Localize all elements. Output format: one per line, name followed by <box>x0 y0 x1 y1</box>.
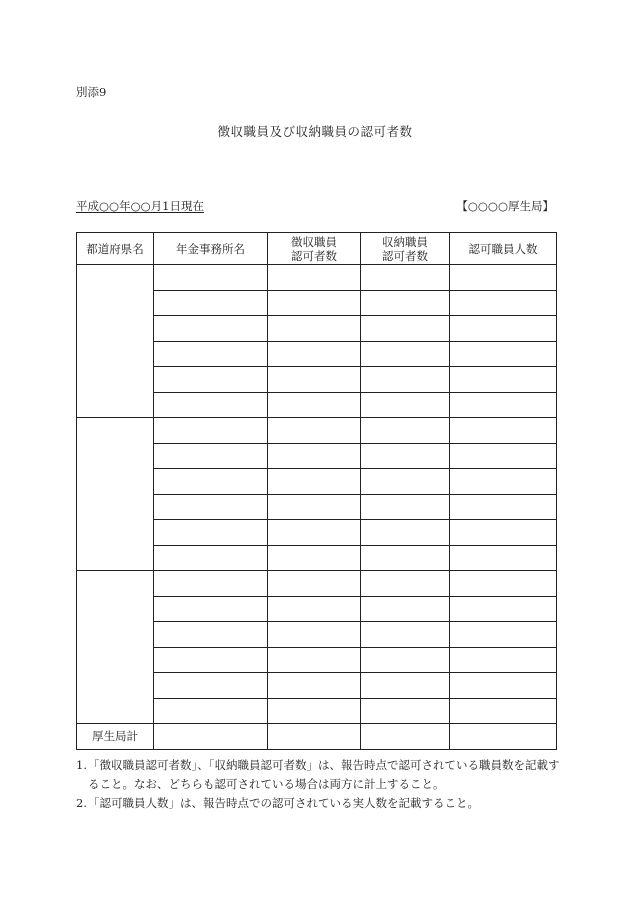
table-cell <box>450 673 557 699</box>
table-cell <box>361 418 450 444</box>
table-cell <box>268 418 361 444</box>
table-cell <box>450 545 557 571</box>
table-cell <box>154 698 268 724</box>
header-pension-office: 年金事務所名 <box>154 233 268 265</box>
table-cell <box>154 545 268 571</box>
total-cell <box>361 724 450 750</box>
table-cell <box>450 290 557 316</box>
table-cell <box>450 316 557 342</box>
table-cell <box>361 520 450 546</box>
table-cell <box>450 698 557 724</box>
table-cell <box>450 596 557 622</box>
table-cell <box>268 341 361 367</box>
table-cell <box>268 520 361 546</box>
table-cell <box>361 622 450 648</box>
table-cell <box>450 443 557 469</box>
note-number: 2. <box>76 796 87 810</box>
table-cell <box>154 418 268 444</box>
table-cell <box>450 494 557 520</box>
header-prefecture: 都道府県名 <box>77 233 154 265</box>
table-cell <box>268 443 361 469</box>
table-cell <box>268 571 361 597</box>
total-label: 厚生局計 <box>77 724 154 750</box>
table-cell <box>361 443 450 469</box>
table-cell <box>268 673 361 699</box>
table-cell <box>450 647 557 673</box>
note-item <box>76 756 562 794</box>
document-title: 徴収職員及び収納職員の認可者数 <box>217 124 413 139</box>
table-cell <box>154 443 268 469</box>
table-cell <box>361 265 450 291</box>
table-cell <box>361 673 450 699</box>
table-cell <box>154 367 268 393</box>
table-cell <box>268 494 361 520</box>
table-cell <box>361 647 450 673</box>
table-cell <box>154 290 268 316</box>
table-cell <box>154 469 268 495</box>
bureau-label: 【○○○○厚生局】 <box>456 199 554 213</box>
table-cell <box>361 290 450 316</box>
total-row <box>77 724 557 750</box>
table-cell <box>361 469 450 495</box>
table-cell <box>450 520 557 546</box>
table-cell <box>268 290 361 316</box>
table-cell <box>268 698 361 724</box>
table-cell <box>361 392 450 418</box>
prefecture-cell <box>77 418 154 571</box>
prefecture-cell <box>77 571 154 724</box>
note-text: 「徴収職員認可者数」、「収納職員認可者数」は、報告時点で認可されている職員数を記載すること。なお、どちらも認可されている場合は両方に計上すること。 <box>88 758 560 791</box>
header-receipt-staff-count: 収納職員 認可者数 <box>361 233 450 265</box>
table-cell <box>268 469 361 495</box>
total-cell <box>450 724 557 750</box>
table-cell <box>154 316 268 342</box>
note-number: 1. <box>76 758 87 772</box>
table-row <box>77 571 557 597</box>
attachment-label: 別添9 <box>76 85 107 99</box>
table-cell <box>361 316 450 342</box>
table-cell <box>268 596 361 622</box>
table-cell <box>450 392 557 418</box>
table-cell <box>361 596 450 622</box>
table-cell <box>268 316 361 342</box>
note-item <box>76 794 562 813</box>
table-cell <box>450 418 557 444</box>
table-cell <box>361 545 450 571</box>
table-cell <box>268 392 361 418</box>
table-cell <box>268 545 361 571</box>
table-cell <box>361 494 450 520</box>
table-cell <box>450 469 557 495</box>
table-cell <box>154 673 268 699</box>
table-cell <box>268 622 361 648</box>
table-cell <box>154 622 268 648</box>
table-row <box>77 265 557 291</box>
table-cell <box>361 341 450 367</box>
table-cell <box>154 596 268 622</box>
table-cell <box>268 265 361 291</box>
table-cell <box>450 367 557 393</box>
total-cell <box>154 724 268 750</box>
table-cell <box>450 622 557 648</box>
total-cell <box>268 724 361 750</box>
table-cell <box>361 698 450 724</box>
table-row <box>77 418 557 444</box>
table-cell <box>268 367 361 393</box>
table-cell <box>154 571 268 597</box>
table-cell <box>450 341 557 367</box>
table-cell <box>154 520 268 546</box>
header-certified-staff-total: 認可職員人数 <box>450 233 557 265</box>
table-cell <box>361 367 450 393</box>
table-cell <box>154 265 268 291</box>
table-cell <box>154 494 268 520</box>
prefecture-cell <box>77 265 154 418</box>
notes <box>76 756 562 813</box>
table-cell <box>154 341 268 367</box>
header-collection-staff-count: 徴収職員 認可者数 <box>268 233 361 265</box>
table-cell <box>361 571 450 597</box>
table-cell <box>154 647 268 673</box>
table-cell <box>268 647 361 673</box>
note-text: 「認可職員人数」は、報告時点での認可されている実人数を記載すること。 <box>88 796 479 810</box>
table-cell <box>450 265 557 291</box>
table-header-row <box>77 233 557 265</box>
table-cell <box>154 392 268 418</box>
certified-staff-table <box>76 232 557 750</box>
table-cell <box>450 571 557 597</box>
date-line: 平成○○年○○月1日現在 <box>76 199 204 213</box>
